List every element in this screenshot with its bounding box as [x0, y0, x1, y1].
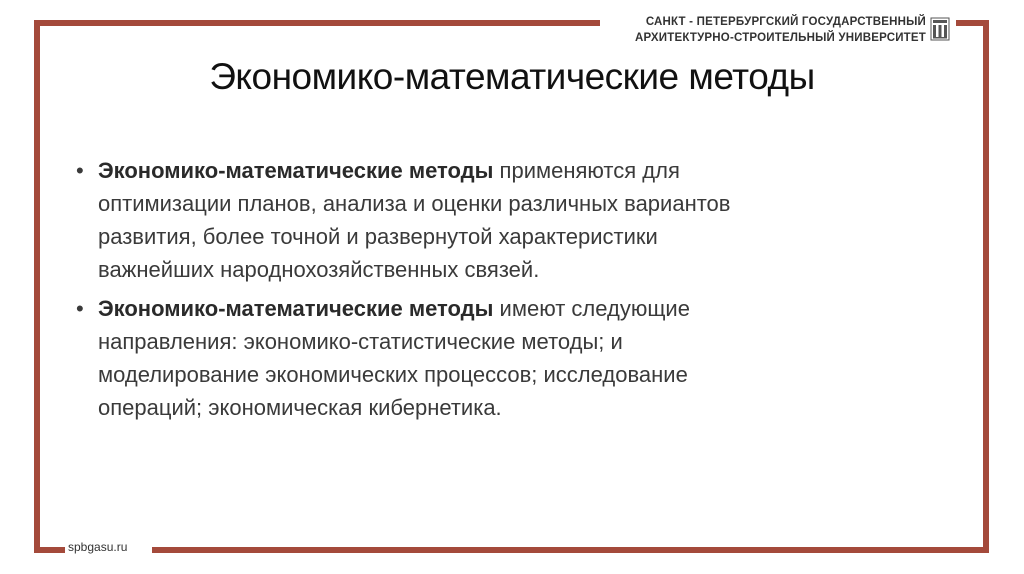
bullet-line: операций; экономическая кибернетика. [98, 395, 502, 420]
bullet-line [98, 292, 954, 325]
bullet-list [74, 154, 954, 430]
bullet-text: имеют следующие [493, 296, 690, 321]
bullet-line: оптимизации планов, анализа и оценки различных вариантов [98, 191, 731, 216]
frame-right [983, 20, 989, 553]
frame-left [34, 20, 40, 553]
bullet-line: моделирование экономических процессов; исследование [98, 362, 688, 387]
frame-top-left [34, 20, 600, 26]
frame-bottom-left [34, 547, 65, 553]
university-name-line1: САНКТ - ПЕТЕРБУРГСКИЙ ГОСУДАРСТВЕННЫЙ [645, 16, 926, 28]
frame-bottom-right [152, 547, 989, 553]
bullet-item-2 [74, 292, 954, 424]
bullet-line: направления: экономико-статистические методы; и [98, 329, 623, 354]
bullet-line [98, 154, 954, 187]
university-header [606, 13, 956, 49]
university-emblem-icon [930, 17, 950, 41]
university-name-line2: АРХИТЕКТУРНО-СТРОИТЕЛЬНЫЙ УНИВЕРСИТЕТ [634, 32, 926, 44]
bullet-bold-lead: Экономико-математические методы [98, 158, 494, 183]
bullet-dot: • [76, 296, 84, 321]
bullet-dot: • [76, 158, 84, 183]
bullet-item-1 [74, 154, 954, 286]
bullet-text: применяются для [493, 158, 680, 183]
slide-title: Экономико-математические методы [209, 56, 815, 97]
bullet-bold-lead: Экономико-математические методы [98, 296, 494, 321]
bullet-line: важнейших народнохозяйственных связей. [98, 257, 540, 282]
footer-site-url[interactable]: spbgasu.ru [68, 540, 128, 554]
bullet-line: развития, более точной и развернутой характеристики [98, 224, 658, 249]
